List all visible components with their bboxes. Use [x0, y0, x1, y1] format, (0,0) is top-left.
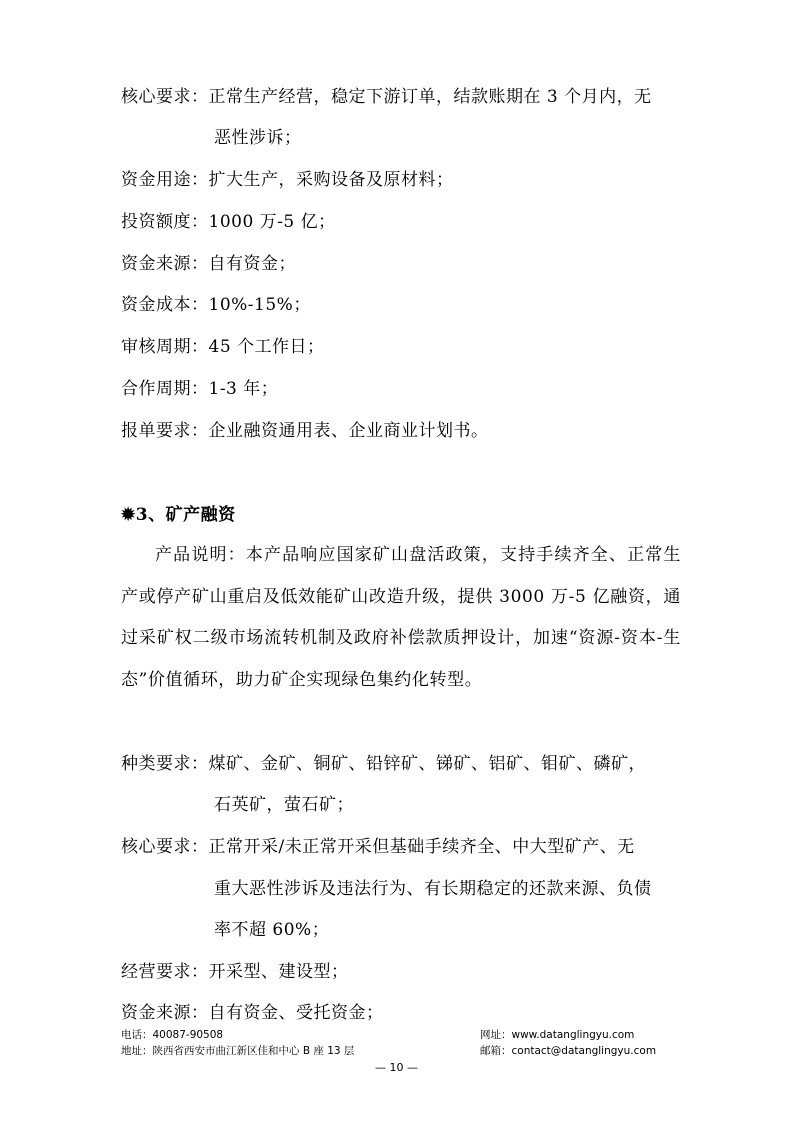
review-period-line: [121, 336, 325, 358]
mineral-core-requirement-label: 核心要求：: [121, 837, 209, 857]
mineral-fund-source-label: 资金来源：: [121, 1003, 209, 1023]
fund-source-label: 资金来源：: [121, 254, 209, 274]
submission-requirement-value: 企业融资通用表、企业商业计划书。: [208, 421, 489, 441]
fund-cost-label: 资金成本：: [121, 295, 209, 315]
section-title-mineral-financing: ✹3、矿产融资: [121, 505, 236, 525]
mineral-fund-source-value: 自有资金、受托资金；: [208, 1003, 384, 1023]
footer-phone: 电话：40087-90508: [121, 1029, 224, 1041]
operation-requirement-line: [121, 961, 349, 983]
submission-requirement-line: [121, 420, 489, 442]
fund-cost-line: [121, 294, 311, 316]
investment-amount-line: [121, 211, 336, 233]
mineral-core-requirement-line-1: [121, 836, 635, 858]
mineral-core-requirement-line-3: 率不超 60%；: [214, 920, 330, 940]
page-number: — 10 —: [375, 1061, 418, 1074]
mineral-fund-source-line: [121, 1002, 384, 1024]
types-requirement-value: 煤矿、金矿、铜矿、铅锌矿、锑矿、铝矿、钼矿、磷矿，: [208, 754, 646, 774]
footer-website[interactable]: 网址：www.datanglingyu.com: [480, 1029, 635, 1041]
core-requirement-line-1: [121, 86, 652, 108]
fund-source-line: [121, 253, 296, 275]
fund-use-line: [121, 169, 454, 191]
submission-requirement-label: 报单要求：: [121, 421, 209, 441]
operation-requirement-value: 开采型、建设型；: [208, 962, 349, 982]
types-requirement-label: 种类要求：: [121, 754, 209, 774]
cooperation-period-line: [121, 378, 278, 400]
fund-cost-value: 10%-15%；: [208, 295, 311, 315]
cooperation-period-value: 1-3 年；: [208, 379, 279, 399]
mineral-core-requirement-line-2: 重大恶性涉诉及违法行为、有长期稳定的还款来源、负债: [214, 879, 652, 899]
review-period-value: 45 个工作日；: [208, 337, 325, 357]
fund-use-label: 资金用途：: [121, 170, 209, 190]
cooperation-period-label: 合作周期：: [121, 379, 209, 399]
review-period-label: 审核周期：: [121, 337, 209, 357]
investment-amount-label: 投资额度：: [121, 212, 209, 232]
types-requirement-line-1: [121, 753, 646, 775]
footer-email[interactable]: 邮箱：contact@datanglingyu.com: [480, 1045, 657, 1057]
operation-requirement-label: 经营要求：: [121, 962, 209, 982]
footer-address: 地址：陕西省西安市曲江新区佳和中心 B 座 13 层: [121, 1045, 355, 1057]
fund-source-value: 自有资金；: [208, 254, 296, 274]
types-requirement-line-2: 石英矿，萤石矿；: [214, 795, 354, 815]
investment-amount-value: 1000 万-5 亿；: [208, 212, 336, 232]
core-requirement-line-2: 恶性涉诉；: [214, 128, 302, 148]
fund-use-value: 扩大生产，采购设备及原材料；: [208, 170, 454, 190]
core-requirement-value: 正常生产经营，稳定下游订单，结款账期在 3 个月内，无: [208, 87, 652, 107]
mineral-core-requirement-value: 正常开采/未正常开采但基础手续齐全、中大型矿产、无: [208, 837, 635, 857]
core-requirement-label: 核心要求：: [121, 87, 209, 107]
product-description: 产品说明：本产品响应国家矿山盘活政策，支持手续齐全、正常生产或停产矿山重启及低效能矿山改造升级，提供 3000 万-5 亿融资，通过采矿权二级市场流转机制及政府补偿款质押设计，加速“资源-资本-生态”价值循环，助力矿企实现绿色集约化转型。: [121, 545, 681, 690]
